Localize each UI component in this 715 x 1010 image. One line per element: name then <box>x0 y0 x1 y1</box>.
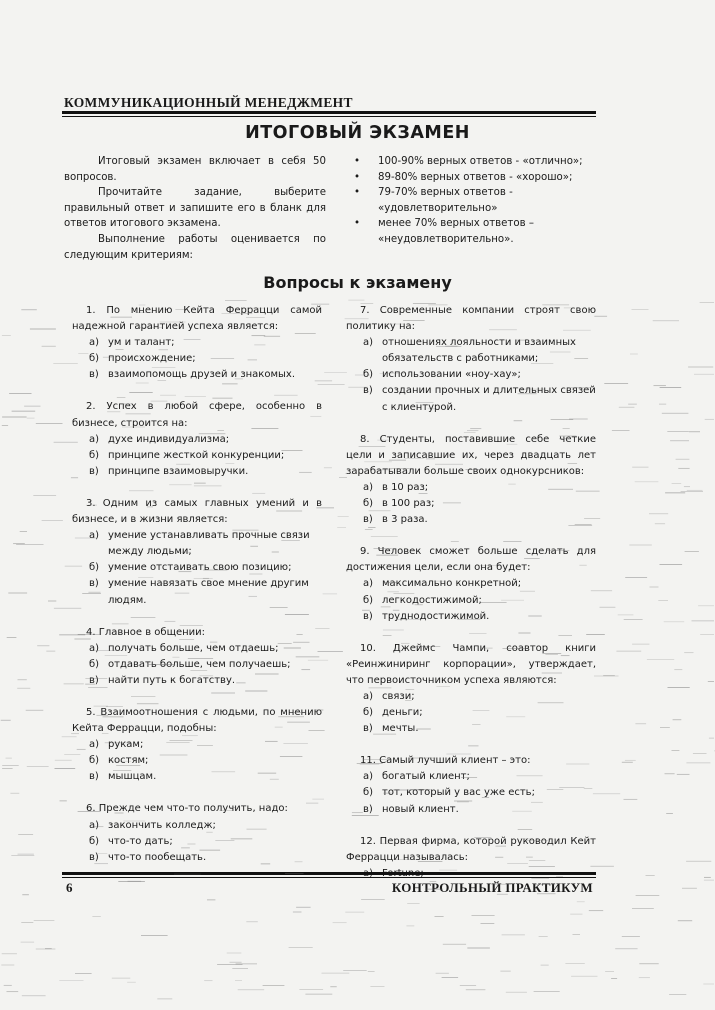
question <box>72 625 322 689</box>
question <box>346 432 596 529</box>
option-text: костям; <box>108 755 149 767</box>
answer-option <box>72 818 322 834</box>
answer-option <box>346 576 596 592</box>
option-text: легкодостижимой; <box>382 594 482 606</box>
option-text: тот, который у вас уже есть; <box>382 787 535 799</box>
option-letter: б) <box>89 353 100 365</box>
option-text: отношениях лояльности и взаимных обязательств с работниками; <box>382 337 576 365</box>
option-letter: а) <box>89 337 100 349</box>
option-letter: в) <box>363 723 373 735</box>
question <box>346 753 596 817</box>
option-text: максимально конкретной; <box>382 578 522 590</box>
option-text: что-то пообещать. <box>108 851 207 863</box>
option-letter: в) <box>89 578 99 590</box>
answer-option <box>346 367 596 383</box>
question-text: 2. Успех в любой сфере, особенно в бизнесе, строится на: <box>72 401 322 429</box>
option-text: отдавать больше, чем получаешь; <box>108 658 291 670</box>
option-letter: б) <box>89 562 100 574</box>
option-letter: а) <box>363 690 374 702</box>
option-text: деньги; <box>382 707 423 719</box>
option-letter: в) <box>363 610 373 622</box>
option-letter: б) <box>363 369 374 381</box>
option-text: в 10 раз; <box>382 481 429 493</box>
answer-option <box>346 769 596 785</box>
answer-option <box>346 480 596 496</box>
option-letter: в) <box>363 385 373 397</box>
question-text: 3. Одним из самых главных умений и в бизнесе, и в жизни является: <box>72 497 322 526</box>
answer-option <box>346 705 596 721</box>
answer-option <box>72 850 322 866</box>
criteria-text: 100-90% верных ответов - «отлично»; <box>378 156 583 167</box>
answer-option <box>346 335 596 367</box>
option-text: умение устанавливать прочные связи между людьми; <box>108 530 310 558</box>
option-letter: б) <box>363 787 374 799</box>
option-text: труднодостижимой. <box>382 610 490 622</box>
option-letter: в) <box>89 851 99 863</box>
option-letter: б) <box>363 498 374 510</box>
question <box>346 641 596 738</box>
intro-paragraph: Итоговый экзамен включает в себя 50 вопросов. <box>64 156 326 183</box>
option-text: новый клиент. <box>382 803 459 815</box>
question <box>72 496 322 609</box>
option-text: духе индивидуализма; <box>108 433 230 445</box>
answer-option <box>72 560 322 576</box>
answer-option <box>346 496 596 512</box>
question-text: 4. Главное в общении: <box>86 626 206 638</box>
answer-option <box>72 753 322 769</box>
question-text: 9. Человек сможет больше сделать для достижения цели, если она будет: <box>346 546 596 574</box>
answer-option <box>72 769 322 785</box>
header-rule-thin <box>62 116 596 117</box>
answer-option <box>72 432 322 448</box>
grading-criteria <box>352 154 598 248</box>
answer-option <box>346 512 596 528</box>
option-text: богатый клиент; <box>382 771 470 783</box>
answer-option <box>346 609 596 625</box>
question <box>346 544 596 624</box>
question-text: 1. По мнению Кейта Феррацци самой надежной гарантией успеха является: <box>72 305 322 333</box>
option-text: умение отстаивать свою позицию; <box>108 562 292 574</box>
answer-option <box>346 721 596 737</box>
section-title: Вопросы к экзамену <box>263 273 452 292</box>
option-letter: а) <box>89 819 100 831</box>
question <box>72 705 322 785</box>
option-letter: в) <box>89 369 99 381</box>
bullet-icon: • <box>354 156 361 167</box>
option-text: в 3 раза. <box>382 514 428 526</box>
option-text: мышцам. <box>108 771 157 783</box>
bullet-icon: • <box>354 218 361 230</box>
option-letter: а) <box>89 530 100 542</box>
criteria-item <box>352 154 598 170</box>
option-text: принципе взаимовыручки. <box>108 465 249 477</box>
option-text: что-то дать; <box>108 835 173 847</box>
option-letter: б) <box>89 835 100 847</box>
answer-option <box>346 785 596 801</box>
question <box>72 399 322 479</box>
option-text: взаимопомощь друзей и знакомых. <box>108 369 295 381</box>
running-footer: КОНТРОЛЬНЫЙ ПРАКТИКУМ <box>391 880 593 895</box>
bullet-icon: • <box>354 187 361 199</box>
bullet-icon: • <box>354 171 361 183</box>
answer-option <box>72 834 322 850</box>
question <box>346 303 596 416</box>
option-letter: в) <box>89 771 99 783</box>
question <box>72 801 322 865</box>
question-text: 12. Первая фирма, которой руководил Кейт Феррацци называлась: <box>346 835 596 863</box>
option-letter: в) <box>363 514 373 526</box>
answer-option <box>72 367 322 383</box>
option-text: закончить колледж; <box>108 819 216 831</box>
answer-option <box>72 448 322 464</box>
question <box>72 303 322 383</box>
option-text: создании прочных и длительных связей с клиентурой. <box>382 385 596 413</box>
question-text: 10. Джеймс Чампи, соавтор книги «Реинжиниринг корпорации», утверждает, что первоисточником успеха являются: <box>346 642 596 686</box>
option-text: связи; <box>382 690 415 702</box>
option-letter: а) <box>363 578 374 590</box>
answer-option <box>346 802 596 818</box>
option-text: в 100 раз; <box>382 498 435 510</box>
option-letter: в) <box>89 465 99 477</box>
criteria-text: менее 70% верных ответов – «неудовлетворительно». <box>378 218 534 245</box>
question-text: 6. Прежде чем что-то получить, надо: <box>86 803 288 815</box>
option-text: получать больше, чем отдаешь; <box>108 642 279 654</box>
answer-option <box>72 351 322 367</box>
option-letter: б) <box>89 658 100 670</box>
answer-option <box>72 464 322 480</box>
option-text: ум и талант; <box>108 337 175 349</box>
answer-option <box>346 593 596 609</box>
answer-option <box>72 576 322 608</box>
option-letter: в) <box>89 674 99 686</box>
page-title: ИТОГОВЫЙ ЭКЗАМЕН <box>245 123 470 143</box>
option-text: найти путь к богатству. <box>108 674 236 686</box>
option-letter: а) <box>89 739 100 751</box>
footer-rule <box>62 872 596 875</box>
question-text: 11. Самый лучший клиент – это: <box>360 755 531 767</box>
footer-rule-thin <box>62 877 596 878</box>
header-rule <box>62 111 596 114</box>
running-header: КОММУНИКАЦИОННЫЙ МЕНЕДЖМЕНТ <box>64 95 353 110</box>
question-text: 7. Современные компании строят свою политику на: <box>346 305 596 333</box>
option-text: использовании «ноу-хау»; <box>382 369 521 381</box>
page-number: 6 <box>66 880 73 895</box>
answer-option <box>72 657 322 673</box>
option-letter: а) <box>89 433 100 445</box>
option-letter: в) <box>363 803 373 815</box>
questions-column-left <box>72 303 322 882</box>
option-letter: а) <box>363 337 374 349</box>
option-letter: б) <box>363 594 374 606</box>
criteria-item <box>352 185 598 216</box>
answer-option <box>346 383 596 415</box>
criteria-text: 79-70% верных ответов - «удовлетворительно» <box>378 187 513 214</box>
intro-paragraph: Прочитайте задание, выберите правильный ответ и запишите его в бланк для ответов итогового экзамена. <box>64 187 326 230</box>
criteria-text: 89-80% верных ответов - «хорошо»; <box>378 171 573 183</box>
questions-column-right <box>346 303 596 898</box>
criteria-item <box>352 216 598 247</box>
question-text: 8. Студенты, поставившие себе четкие цели и записавшие их, через двадцать лет зарабатывали больше своих однокурсников: <box>346 433 596 477</box>
option-letter: б) <box>363 707 374 719</box>
answer-option <box>72 335 322 351</box>
option-text: принципе жесткой конкуренции; <box>108 449 285 461</box>
answer-option <box>72 673 322 689</box>
option-letter: б) <box>89 755 100 767</box>
option-letter: а) <box>363 771 374 783</box>
answer-option <box>72 528 322 560</box>
option-letter: б) <box>89 449 100 461</box>
option-text: умение навязать свое мнение другим людям. <box>108 578 309 606</box>
intro-text <box>64 154 326 263</box>
answer-option <box>346 689 596 705</box>
answer-option <box>72 737 322 753</box>
answer-option <box>72 641 322 657</box>
intro-paragraph: Выполнение работы оценивается по следующим критериям: <box>64 233 326 261</box>
question-text: 5. Взаимоотношения с людьми, по мнению Кейта Феррацци, подобны: <box>72 706 322 735</box>
option-text: происхождение; <box>108 353 196 365</box>
criteria-item <box>352 170 598 186</box>
option-letter: а) <box>363 481 374 493</box>
option-text: мечты. <box>382 723 419 735</box>
option-letter: а) <box>89 642 100 654</box>
option-text: рукам; <box>108 739 144 751</box>
